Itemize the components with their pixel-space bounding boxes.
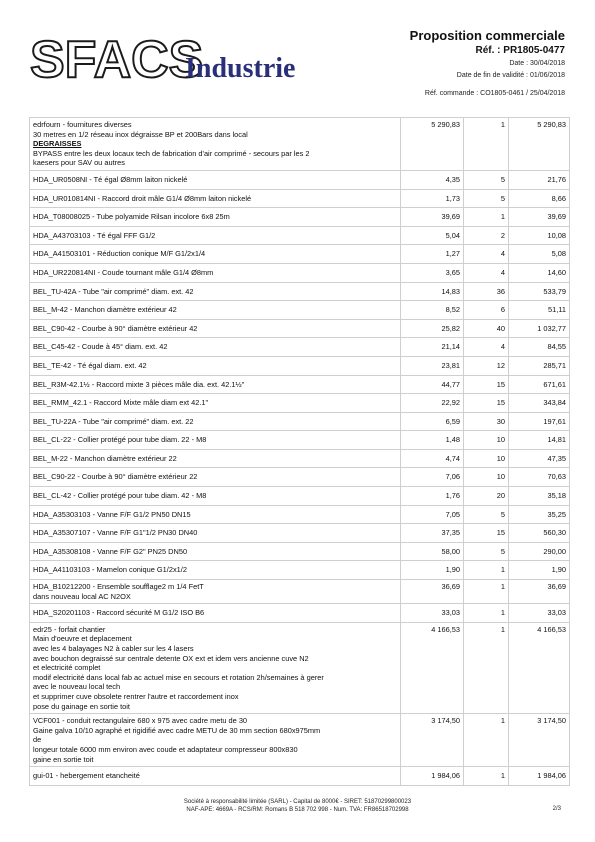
description-line: BEL_M-42 - Manchon diamètre extérieur 42 bbox=[33, 305, 177, 315]
line-total: 35,18 bbox=[509, 487, 570, 506]
quantity: 30 bbox=[464, 412, 509, 431]
description-line: HDA_UR0508NI - Té égal Ø8mm laiton nickelé bbox=[33, 174, 188, 184]
unit-price: 1,90 bbox=[401, 561, 464, 580]
unit-price: 7,06 bbox=[401, 468, 464, 487]
unit-price: 33,03 bbox=[401, 604, 464, 623]
unit-price: 3 174,50 bbox=[401, 714, 464, 767]
item-description bbox=[30, 301, 401, 320]
item-description bbox=[30, 487, 401, 506]
table-row bbox=[30, 319, 570, 338]
line-total: 33,03 bbox=[509, 604, 570, 623]
footer bbox=[0, 798, 595, 814]
line-total: 343,84 bbox=[509, 394, 570, 413]
item-description bbox=[30, 580, 401, 604]
item-description bbox=[30, 375, 401, 394]
quantity: 1 bbox=[464, 767, 509, 786]
item-description bbox=[30, 468, 401, 487]
unit-price: 3,65 bbox=[401, 263, 464, 282]
table-row bbox=[30, 301, 570, 320]
line-total: 671,61 bbox=[509, 375, 570, 394]
logo-word: Industrie bbox=[185, 53, 296, 84]
line-total: 197,61 bbox=[509, 412, 570, 431]
table-row bbox=[30, 542, 570, 561]
description-line: BEL_C90-22 - Courbe à 90° diamètre extérieur 22 bbox=[33, 472, 198, 482]
document-reference: Réf. : PR1805-0477 bbox=[475, 45, 565, 56]
table-row bbox=[30, 505, 570, 524]
table-row bbox=[30, 338, 570, 357]
line-total: 285,71 bbox=[509, 356, 570, 375]
description-line: Gaine galva 10/10 agraphé et rigidifié avec cadre METU de 30 mm section 680x975mm bbox=[33, 725, 321, 735]
description-line: pose du gainage en sortie toit bbox=[33, 701, 130, 711]
unit-price: 8,52 bbox=[401, 301, 464, 320]
table-row bbox=[30, 449, 570, 468]
line-total: 47,35 bbox=[509, 449, 570, 468]
line-total: 70,63 bbox=[509, 468, 570, 487]
table-row bbox=[30, 714, 570, 767]
item-description bbox=[30, 767, 401, 786]
line-total: 1 984,06 bbox=[509, 767, 570, 786]
description-line: HDA_T08008025 - Tube polyamide Rilsan incolore 6x8 25m bbox=[33, 212, 230, 222]
description-line: BYPASS entre les deux locaux tech de fabrication d'air comprimé - secours par les 2 bbox=[33, 148, 310, 158]
quantity: 40 bbox=[464, 319, 509, 338]
unit-price: 4 166,53 bbox=[401, 622, 464, 713]
item-description bbox=[30, 394, 401, 413]
description-line: avec le nouveau local tech bbox=[33, 682, 121, 692]
table-row bbox=[30, 561, 570, 580]
item-description bbox=[30, 431, 401, 450]
item-description bbox=[30, 338, 401, 357]
line-total: 10,08 bbox=[509, 226, 570, 245]
description-line: et electricité complet bbox=[33, 663, 101, 673]
line-total: 21,76 bbox=[509, 170, 570, 189]
quantity: 1 bbox=[464, 580, 509, 604]
footer-legal-line-2: NAF-APE: 4669A - RCS/RM: Romans B 518 702 998 - Num. TVA: FR86518702998 bbox=[186, 807, 409, 813]
items-table bbox=[29, 117, 570, 786]
validity-date: Date de fin de validité : 01/06/2018 bbox=[456, 72, 565, 79]
item-description bbox=[30, 282, 401, 301]
table-row bbox=[30, 282, 570, 301]
table-row bbox=[30, 118, 570, 171]
document-header bbox=[410, 28, 565, 100]
quantity: 5 bbox=[464, 505, 509, 524]
item-description bbox=[30, 263, 401, 282]
unit-price: 1,27 bbox=[401, 245, 464, 264]
unit-price: 37,35 bbox=[401, 524, 464, 543]
description-line: BEL_TE-42 - Té égal diam. ext. 42 bbox=[33, 360, 147, 370]
unit-price: 4,35 bbox=[401, 170, 464, 189]
description-line: BEL_M-22 - Manchon diamètre extérieur 22 bbox=[33, 453, 177, 463]
description-line: 30 metres en 1/2 réseau inox dégraisse BP et 200Bars dans local bbox=[33, 129, 248, 139]
line-total: 14,81 bbox=[509, 431, 570, 450]
document-title: Proposition commerciale bbox=[409, 28, 565, 43]
line-total: 35,25 bbox=[509, 505, 570, 524]
description-line: HDA_A35307107 - Vanne F/F G1"1/2 PN30 DN40 bbox=[33, 528, 198, 538]
item-description bbox=[30, 449, 401, 468]
item-description bbox=[30, 118, 401, 171]
line-total: 8,66 bbox=[509, 189, 570, 208]
table-row bbox=[30, 767, 570, 786]
unit-price: 5,04 bbox=[401, 226, 464, 245]
quantity: 1 bbox=[464, 714, 509, 767]
description-line: HDA_UR010814NI - Raccord droit mâle G1/4 Ø8mm laiton nickelé bbox=[33, 193, 252, 203]
item-description bbox=[30, 714, 401, 767]
quantity: 6 bbox=[464, 301, 509, 320]
description-line: edrfourn - fournitures diverses bbox=[33, 120, 132, 129]
description-line: HDA_UR220814NI - Coude tournant mâle G1/4 Ø8mm bbox=[33, 267, 214, 277]
items-table-body bbox=[30, 118, 570, 786]
table-row bbox=[30, 208, 570, 227]
line-total: 51,11 bbox=[509, 301, 570, 320]
quantity: 1 bbox=[464, 604, 509, 623]
page-number: 2/3 bbox=[552, 806, 561, 812]
description-line: avec bouchon degraissé sur centrale detente OX ext et idem vers ancienne cuve N2 bbox=[33, 653, 309, 663]
description-line: HDA_B10212200 - Ensemble soufflage2 m 1/4 FetT bbox=[33, 582, 204, 592]
quantity: 10 bbox=[464, 431, 509, 450]
description-line: Main d'oeuvre et deplacement bbox=[33, 634, 132, 644]
description-line: BEL_TU-42A - Tube "air comprimé" diam. ext. 42 bbox=[33, 286, 194, 296]
line-total: 36,69 bbox=[509, 580, 570, 604]
quantity: 15 bbox=[464, 394, 509, 413]
quantity: 10 bbox=[464, 449, 509, 468]
quantity: 12 bbox=[464, 356, 509, 375]
quantity: 5 bbox=[464, 189, 509, 208]
item-description bbox=[30, 524, 401, 543]
quantity: 15 bbox=[464, 375, 509, 394]
unit-price: 36,69 bbox=[401, 580, 464, 604]
unit-price: 1 984,06 bbox=[401, 767, 464, 786]
table-row bbox=[30, 170, 570, 189]
description-line: HDA_A35303103 - Vanne F/F G1/2 PN50 DN15 bbox=[33, 509, 191, 519]
item-description bbox=[30, 356, 401, 375]
unit-price: 1,76 bbox=[401, 487, 464, 506]
unit-price: 25,82 bbox=[401, 319, 464, 338]
line-total: 4 166,53 bbox=[509, 622, 570, 713]
description-line: VCF001 - conduit rectangulaire 680 x 975 avec cadre metu de 30 bbox=[33, 716, 248, 726]
description-line: kaesers pour SAV ou autres bbox=[33, 158, 125, 168]
unit-price: 44,77 bbox=[401, 375, 464, 394]
table-row bbox=[30, 431, 570, 450]
table-row bbox=[30, 394, 570, 413]
description-line: avec les 4 balayages N2 à cabler sur les 4 lasers bbox=[33, 644, 194, 653]
quantity: 2 bbox=[464, 226, 509, 245]
quantity: 1 bbox=[464, 622, 509, 713]
unit-price: 21,14 bbox=[401, 338, 464, 357]
unit-price: 14,83 bbox=[401, 282, 464, 301]
quantity: 4 bbox=[464, 245, 509, 264]
quantity: 5 bbox=[464, 542, 509, 561]
document-date: Date : 30/04/2018 bbox=[509, 60, 565, 67]
table-row bbox=[30, 487, 570, 506]
item-description bbox=[30, 245, 401, 264]
description-line: HDA_A35308108 - Vanne F/F G2" PN25 DN50 bbox=[33, 546, 188, 556]
table-row bbox=[30, 604, 570, 623]
line-total: 14,60 bbox=[509, 263, 570, 282]
description-line: BEL_RMM_42.1 - Raccord Mixte mâle diam ext 42.1" bbox=[33, 398, 209, 408]
item-description bbox=[30, 412, 401, 431]
description-line: et supprimer cuve obsolete rentrer l'autre et raccordement inox bbox=[33, 691, 239, 701]
unit-price: 4,74 bbox=[401, 449, 464, 468]
unit-price: 39,69 bbox=[401, 208, 464, 227]
item-description bbox=[30, 622, 401, 713]
description-line: gaine en sortie toit bbox=[33, 754, 94, 764]
unit-price: 5 290,83 bbox=[401, 118, 464, 171]
line-total: 39,69 bbox=[509, 208, 570, 227]
description-line: BEL_CL-42 - Collier protégé pour tube diam. 42 - M8 bbox=[33, 491, 207, 501]
description-line: BEL_C45-42 - Coude à 45° diam. ext. 42 bbox=[33, 342, 168, 352]
footer-legal-line-1: Société à responsabilité limitée (SARL) - Capital de 8000€ - SIRET: 51870299800023 bbox=[183, 799, 412, 805]
item-description bbox=[30, 208, 401, 227]
quantity: 1 bbox=[464, 118, 509, 171]
item-description bbox=[30, 505, 401, 524]
item-description bbox=[30, 189, 401, 208]
description-line: BEL_R3M-42.1½ - Raccord mixte 3 pièces mâle dia. ext. 42.1½" bbox=[33, 379, 245, 389]
line-total: 3 174,50 bbox=[509, 714, 570, 767]
description-line: dans nouveau local AC N2OX bbox=[33, 591, 131, 601]
line-total: 533,79 bbox=[509, 282, 570, 301]
unit-price: 7,05 bbox=[401, 505, 464, 524]
quantity: 1 bbox=[464, 208, 509, 227]
table-row bbox=[30, 245, 570, 264]
description-line: modif electricité dans local fab ac actuel mise en secours et rotation 2h/semaines à gerer bbox=[33, 672, 324, 682]
unit-price: 1,48 bbox=[401, 431, 464, 450]
quantity: 36 bbox=[464, 282, 509, 301]
description-line: BEL_CL-22 - Collier protégé pour tube diam. 22 - M8 bbox=[33, 435, 207, 445]
line-total: 1,90 bbox=[509, 561, 570, 580]
table-row bbox=[30, 356, 570, 375]
line-total: 84,55 bbox=[509, 338, 570, 357]
unit-price: 22,92 bbox=[401, 394, 464, 413]
quantity: 4 bbox=[464, 263, 509, 282]
unit-price: 1,73 bbox=[401, 189, 464, 208]
description-line: gui-01 - hebergement etancheité bbox=[33, 771, 140, 781]
quantity: 5 bbox=[464, 170, 509, 189]
table-row bbox=[30, 263, 570, 282]
description-line: HDA_A41103103 - Mamelon conique G1/2x1/2 bbox=[33, 565, 187, 575]
unit-price: 6,59 bbox=[401, 412, 464, 431]
item-description bbox=[30, 170, 401, 189]
table-row bbox=[30, 412, 570, 431]
item-description bbox=[30, 226, 401, 245]
item-description bbox=[30, 561, 401, 580]
description-line: HDA_A41503101 - Réduction conique M/F G1/2x1/4 bbox=[33, 249, 206, 259]
company-logo bbox=[30, 32, 315, 88]
line-total: 5 290,83 bbox=[509, 118, 570, 171]
quantity: 1 bbox=[464, 561, 509, 580]
description-line: edr25 - forfait chantier bbox=[33, 624, 106, 634]
logo-mark: SFACS bbox=[30, 31, 204, 89]
unit-price: 23,81 bbox=[401, 356, 464, 375]
table-row bbox=[30, 622, 570, 713]
line-total: 560,30 bbox=[509, 524, 570, 543]
description-line: de bbox=[33, 735, 42, 745]
line-total: 5,08 bbox=[509, 245, 570, 264]
quantity: 10 bbox=[464, 468, 509, 487]
quantity: 20 bbox=[464, 487, 509, 506]
description-line: BEL_TU-22A - Tube "air comprimé" diam. ext. 22 bbox=[33, 416, 194, 426]
table-row bbox=[30, 468, 570, 487]
table-row bbox=[30, 580, 570, 604]
quantity: 4 bbox=[464, 338, 509, 357]
description-line: DEGRAISSES bbox=[33, 139, 82, 149]
table-row bbox=[30, 524, 570, 543]
description-line: longeur totale 6000 mm environ avec coude et adaptateur compresseur 800x830 bbox=[33, 744, 298, 754]
quantity: 15 bbox=[464, 524, 509, 543]
description-line: HDA_S20201103 - Raccord sécurité M G1/2 ISO B6 bbox=[33, 608, 205, 618]
description-line: BEL_C90-42 - Courbe à 90° diamètre extérieur 42 bbox=[33, 323, 198, 333]
item-description bbox=[30, 542, 401, 561]
table-row bbox=[30, 375, 570, 394]
unit-price: 58,00 bbox=[401, 542, 464, 561]
item-description bbox=[30, 319, 401, 338]
description-line: HDA_A43703103 - Té égal FFF G1/2 bbox=[33, 230, 156, 240]
order-reference: Réf. commande : CO1805-0461 / 25/04/2018 bbox=[424, 90, 565, 97]
line-total: 1 032,77 bbox=[509, 319, 570, 338]
table-row bbox=[30, 226, 570, 245]
line-total: 290,00 bbox=[509, 542, 570, 561]
item-description bbox=[30, 604, 401, 623]
table-row bbox=[30, 189, 570, 208]
